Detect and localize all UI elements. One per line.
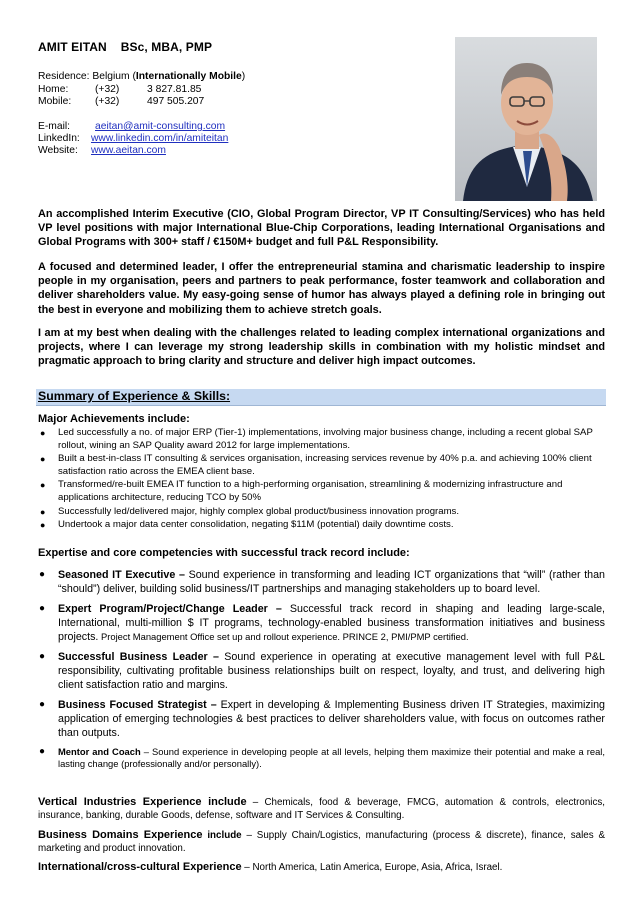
- email-label: E-mail:: [38, 121, 71, 132]
- competency-lead: Expert Program/Project/Change Leader –: [58, 603, 282, 615]
- email-link[interactable]: aeitan@amit-consulting.com: [95, 121, 226, 132]
- bullet-icon: ●: [39, 603, 46, 614]
- competency-text: Successful track record in shaping and leading large-scale, International, multi-million $ IT programs, technology-enabled business transformation initiatives and business projects.: [58, 603, 605, 643]
- competency-text-small: Project Management Office set up and rollout experience. PRINCE 2, PMI/PMP certified.: [98, 631, 469, 642]
- competency-text: Sound experience in operating at executive management level with full P&L responsibility, cultivating profitable business relationships built on respect, loyalty, and trust, and delivering high client satisfaction ratio and margins.: [58, 651, 605, 691]
- website-label: Website:: [38, 145, 78, 156]
- mobile-phone-line: [38, 96, 204, 109]
- vertical-lead: Vertical Industries Experience include: [38, 796, 247, 808]
- list-item: [38, 602, 605, 644]
- profile-photo: [455, 37, 597, 201]
- home-number: 3 827.81.85: [147, 84, 202, 95]
- mobile-number: 497 505.207: [147, 96, 205, 107]
- domains-text: – Supply Chain/Logistics, manufacturing (process & discrete), finance, sales & marketing and product innovation.: [38, 830, 605, 854]
- achievements-list: [38, 427, 605, 533]
- section-title: Summary of Experience & Skills:: [38, 389, 231, 403]
- list-item: [38, 479, 605, 504]
- bullet-icon: ●: [40, 454, 46, 465]
- website-line: [38, 145, 166, 158]
- residence-label: Residence:: [38, 71, 90, 82]
- international-experience: [38, 861, 605, 874]
- list-item: [38, 746, 605, 771]
- list-item: [38, 698, 605, 740]
- domains-lead: Business Domains Experience: [38, 829, 203, 841]
- list-item: [38, 427, 605, 452]
- list-item: [38, 506, 605, 519]
- mobile-code: (+32): [95, 96, 120, 107]
- bullet-icon: ●: [39, 569, 46, 580]
- linkedin-label: LinkedIn:: [38, 133, 80, 144]
- summary-paragraph-2: A focused and determined leader, I offer the entrepreneurial stamina and charismatic leadership to inspire people in my organisation, peers and partners to peak performance, foster teamwork and collaboration and deliver shareholders value. My easy-going sense of humor has always played a defining role in bringing out the best in everyone and mobilizing them to achieve stretch goals.: [38, 261, 605, 316]
- linkedin-link[interactable]: www.linkedin.com/in/amiteitan: [91, 133, 229, 144]
- bullet-icon: ●: [39, 746, 46, 757]
- name-text: AMIT EITAN: [38, 40, 107, 54]
- home-phone-line: [38, 84, 201, 97]
- vertical-industries: [38, 796, 605, 822]
- website-link[interactable]: www.aeitan.com: [91, 145, 166, 156]
- portrait-illustration: [455, 37, 597, 201]
- bullet-icon: ●: [40, 480, 46, 491]
- achievement-text: Transformed/re-built EMEA IT function to a high-performing organisation, streamlining & modernizing infrastructure and applications architecture, reducing TCO by 50%: [58, 479, 563, 503]
- bullet-icon: ●: [39, 651, 46, 662]
- linkedin-line: [38, 133, 228, 146]
- intl-text: – North America, Latin America, Europe, Asia, Africa, Israel.: [241, 862, 503, 873]
- residence-mobility: Internationally Mobile: [135, 71, 242, 82]
- achievement-text: Successfully led/delivered major, highly complex global product/business innovation programs.: [58, 505, 460, 517]
- home-code: (+32): [95, 84, 120, 95]
- competency-text: Sound experience in transforming and leading ICT organizations that “will” (rather than “should”) deliver, building solid business/IT partnerships and managing stakeholders up to board level.: [58, 569, 606, 595]
- residence-line: [38, 71, 245, 84]
- competency-text: Expert in developing & Implementing Business driven IT Strategies, maximizing application of emerging technologies & best practices to deliver shareholders value, with focus on outcomes rather than outputs.: [58, 699, 605, 739]
- bullet-icon: ●: [40, 506, 46, 517]
- domains-lead-include: include: [202, 830, 242, 841]
- residence-close: ): [241, 71, 246, 82]
- competency-lead: Successful Business Leader –: [58, 651, 219, 663]
- bullet-icon: ●: [40, 428, 46, 438]
- achievement-text: Led successfully a no. of major ERP (Tier-1) implementations, involving major business change, including a recent global SAP rollout, wining an SAP Quality award 2012 for large implementations.: [58, 427, 593, 451]
- competencies-list: [38, 568, 605, 771]
- residence-value: Belgium (: [92, 71, 136, 82]
- competency-lead: Business Focused Strategist –: [58, 699, 217, 711]
- achievements-heading: Major Achievements include:: [38, 413, 190, 425]
- competency-text: – Sound experience in developing people at all levels, helping them maximize their potential and make a real, lasting change (professionally and/or personally).: [58, 746, 605, 770]
- list-item: [38, 568, 605, 596]
- summary-paragraph-3: I am at my best when dealing with the challenges related to leading complex international organizations and projects, where I can leverage my strong leadership skills in combination with my holistic mindset and pragmatic approach to bring clarity and structure and deliver high impact outcomes.: [38, 327, 605, 368]
- vertical-text: – Chemicals, food & beverage, FMCG, automation & controls, electronics, insurance, banking, durable Goods, defense, software and IT Services & Consulting.: [38, 797, 605, 821]
- email-line: [38, 121, 225, 134]
- bullet-icon: ●: [39, 699, 46, 710]
- mobile-label: Mobile:: [38, 96, 72, 107]
- home-label: Home:: [38, 84, 69, 95]
- achievement-text: Undertook a major data center consolidation, negating $11M (potential) daily downtime costs.: [58, 519, 454, 531]
- competency-lead: Mentor and Coach: [58, 746, 141, 757]
- section-header-bar: [36, 389, 606, 406]
- candidate-name: [38, 40, 212, 54]
- business-domains: [38, 829, 605, 855]
- list-item: [38, 519, 605, 532]
- list-item: [38, 453, 605, 478]
- achievement-text: Built a best-in-class IT consulting & services organisation, increasing services revenue by 40% p.a. and achieving 100% client satisfaction ratio across the EMEA client base.: [58, 453, 592, 477]
- competency-lead: Seasoned IT Executive –: [58, 569, 185, 581]
- summary-paragraph-1: An accomplished Interim Executive (CIO, Global Program Director, VP IT Consulting/Services) who has held VP level positions with major International Blue-Chip Corporations, leading International Organisations and Global Programs with 300+ staff / €150M+ budget and full P&L Responsibility.: [38, 208, 605, 249]
- bullet-icon: ●: [40, 520, 46, 531]
- intl-lead: International/cross-cultural Experience: [38, 861, 242, 873]
- list-item: [38, 650, 605, 692]
- degrees-text: BSc, MBA, PMP: [120, 40, 213, 54]
- competencies-heading: Expertise and core competencies with successful track record include:: [38, 547, 410, 559]
